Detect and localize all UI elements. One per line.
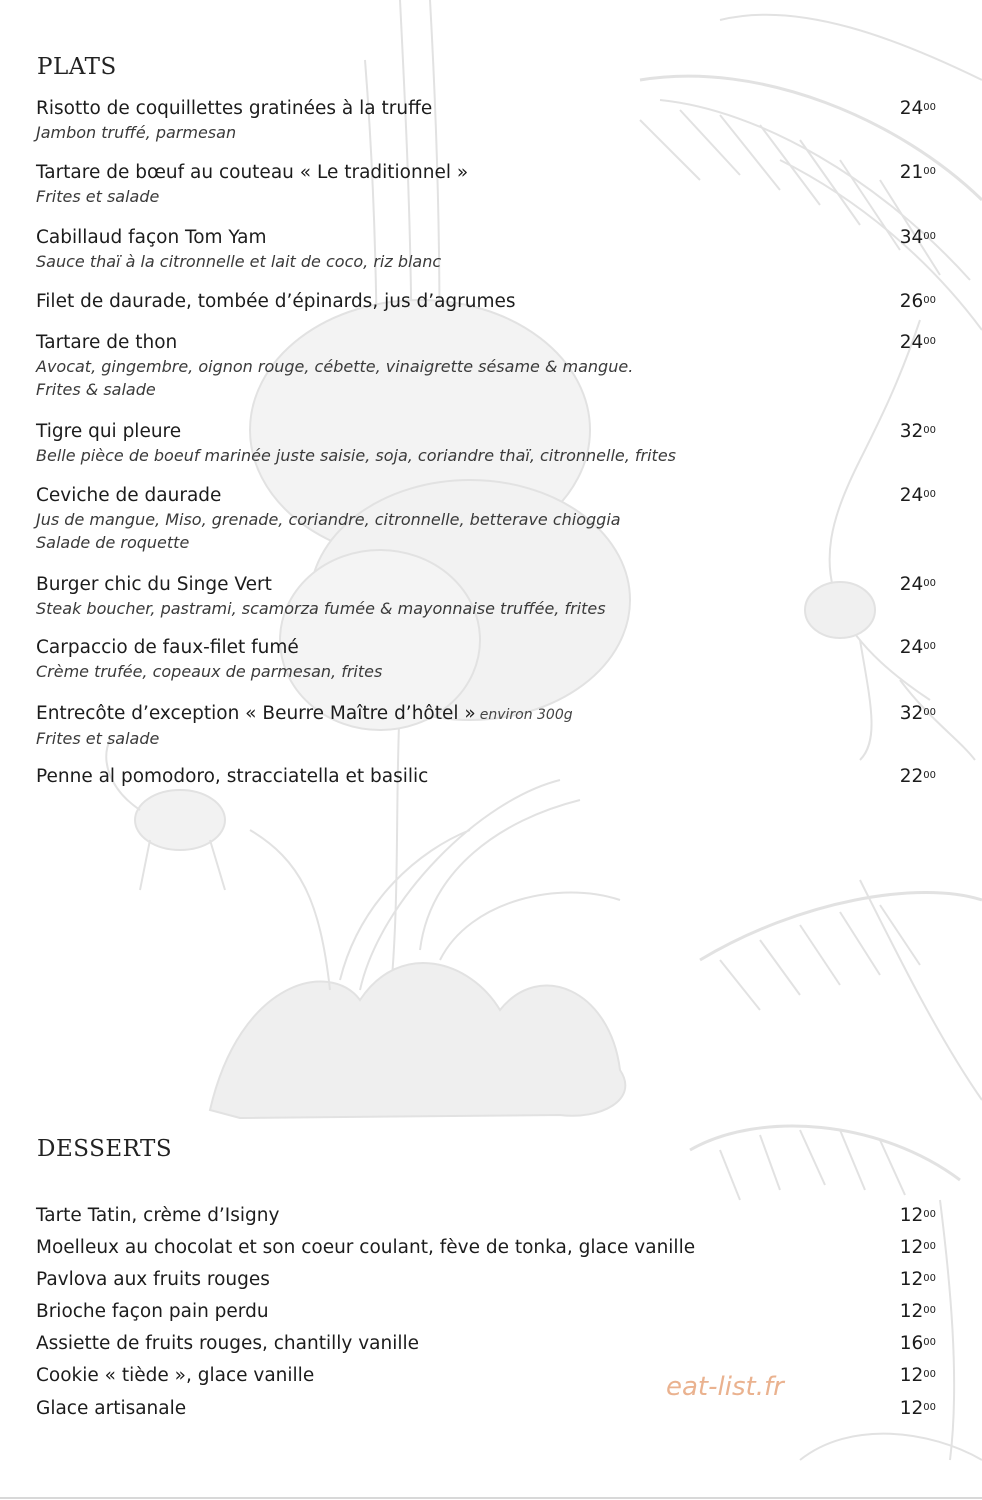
- dessert-item: [36, 1332, 936, 1356]
- dessert-item: [36, 1268, 936, 1292]
- dish-name: Carpaccio de faux-filet fumé: [36, 637, 299, 658]
- dish-price: $24^{00}$: [899, 98, 936, 119]
- dessert-name: Moelleux au chocolat et son coeur coulant, fève de tonka, glace vanille: [36, 1237, 696, 1258]
- dish-name: Cabillaud façon Tom Yam: [36, 227, 267, 248]
- dessert-price: $12^{00}$: [899, 1269, 936, 1290]
- dessert-item: [36, 1397, 936, 1421]
- dish-price: $22^{00}$: [899, 766, 936, 787]
- dish-price: $26^{00}$: [899, 291, 936, 312]
- dish-name: Tigre qui pleure: [36, 421, 182, 442]
- dish-price: $21^{00}$: [899, 162, 936, 183]
- dish-description: Frites et salade: [36, 729, 160, 748]
- dish-price: $34^{00}$: [899, 227, 936, 248]
- dessert-name: Glace artisanale: [36, 1398, 187, 1419]
- menu-item: [36, 161, 936, 208]
- dessert-item: [36, 1300, 936, 1324]
- dish-price: $24^{00}$: [899, 637, 936, 658]
- menu-item: [36, 573, 936, 620]
- dish-price: $24^{00}$: [899, 485, 936, 506]
- dish-name: Penne al pomodoro, stracciatella et basilic: [36, 766, 429, 787]
- menu-item: [36, 97, 936, 144]
- dish-name: Risotto de coquillettes gratinées à la truffe: [36, 98, 433, 119]
- plats-heading: PLATS: [37, 54, 117, 80]
- dessert-name: Assiette de fruits rouges, chantilly vanille: [36, 1333, 420, 1354]
- dish-description: Belle pièce de boeuf marinée juste saisie, soja, coriandre thaï, citronnelle, frites: [36, 446, 677, 465]
- dessert-price: $12^{00}$: [899, 1398, 936, 1419]
- menu-item: [36, 702, 936, 750]
- dish-description: Sauce thaï à la citronnelle et lait de coco, riz blanc: [36, 252, 442, 271]
- menu-item: [36, 765, 936, 789]
- dish-description: Jus de mangue, Miso, grenade, coriandre, citronnelle, betterave chioggia: [36, 510, 621, 529]
- menu-item: [36, 290, 936, 314]
- menu-item: [36, 636, 936, 683]
- desserts-heading: DESSERTS: [37, 1136, 173, 1162]
- dessert-price: $12^{00}$: [899, 1205, 936, 1226]
- dish-name: Tartare de bœuf au couteau « Le traditionnel »: [36, 162, 469, 183]
- dish-description: Jambon truffé, parmesan: [36, 123, 237, 142]
- dish-name: Ceviche de daurade: [36, 485, 222, 506]
- menu-item: [36, 226, 936, 273]
- dessert-item: [36, 1236, 936, 1260]
- dish-name: Entrecôte d’exception « Beurre Maître d’hôtel »: [36, 703, 476, 724]
- menu-item: [36, 331, 936, 401]
- dish-name-line: [36, 702, 936, 727]
- dish-weight-note: environ 300g: [479, 707, 573, 723]
- dessert-name: Cookie « tiède », glace vanille: [36, 1365, 315, 1386]
- page-bottom-border: [0, 1497, 982, 1499]
- dessert-name: Tarte Tatin, crème d’Isigny: [36, 1205, 280, 1226]
- dish-name: Burger chic du Singe Vert: [36, 574, 272, 595]
- dish-description: Salade de roquette: [36, 533, 190, 552]
- dish-name: Tartare de thon: [36, 332, 178, 353]
- dish-price: $24^{00}$: [899, 332, 936, 353]
- dessert-item: [36, 1364, 936, 1388]
- dessert-price: $12^{00}$: [899, 1301, 936, 1322]
- dessert-name: Brioche façon pain perdu: [36, 1301, 269, 1322]
- site-watermark: eat-list.fr: [666, 1372, 784, 1402]
- dessert-item: [36, 1204, 936, 1228]
- dish-description: Crème trufée, copeaux de parmesan, frites: [36, 662, 383, 681]
- dessert-price: $12^{00}$: [899, 1365, 936, 1386]
- dessert-name: Pavlova aux fruits rouges: [36, 1269, 270, 1290]
- dessert-price: $12^{00}$: [899, 1237, 936, 1258]
- dish-price: $24^{00}$: [899, 574, 936, 595]
- dish-description: Frites et salade: [36, 187, 160, 206]
- dish-description: Steak boucher, pastrami, scamorza fumée & mayonnaise truffée, frites: [36, 599, 606, 618]
- menu-item: [36, 420, 936, 467]
- dessert-price: $16^{00}$: [899, 1333, 936, 1354]
- dish-description: Frites & salade: [36, 380, 156, 399]
- dish-description: Avocat, gingembre, oignon rouge, cébette, vinaigrette sésame & mangue.: [36, 357, 634, 376]
- dish-name: Filet de daurade, tombée d’épinards, jus d’agrumes: [36, 291, 516, 312]
- menu-item: [36, 484, 936, 554]
- dish-price: $32^{00}$: [899, 421, 936, 442]
- dish-price: $32^{00}$: [899, 703, 936, 724]
